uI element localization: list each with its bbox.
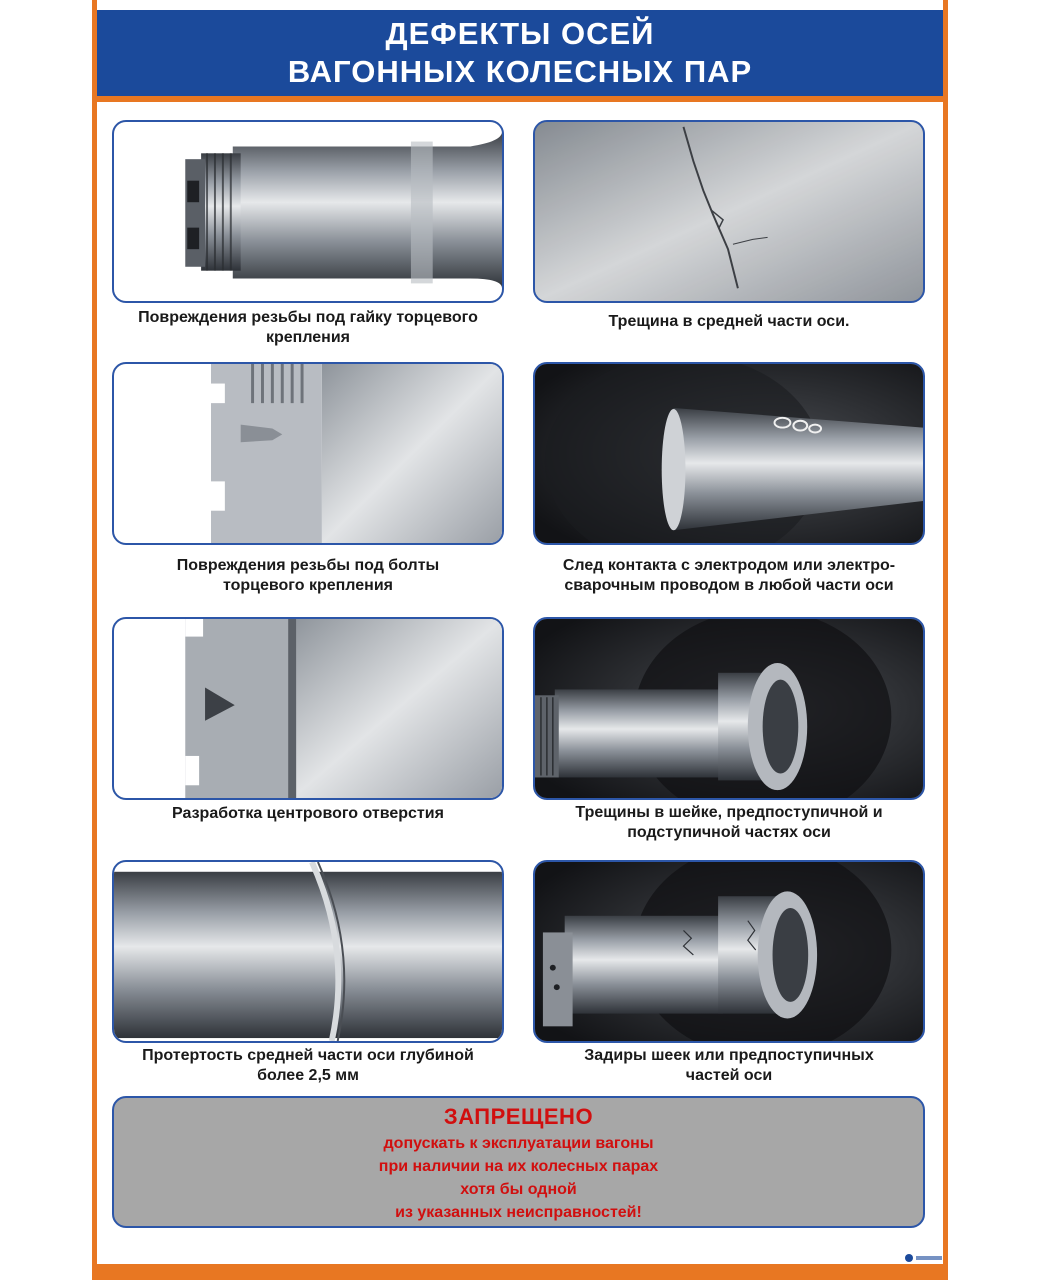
defect-caption-2: Трещина в средней части оси. xyxy=(608,313,850,330)
prohibition-line: при наличии на их колесных парах xyxy=(378,1158,659,1175)
title-line-2: ВАГОННЫХ КОЛЕСНЫХ ПАР xyxy=(287,54,753,89)
defect-caption-8: Задиры шеек или предпоступичных частей оси xyxy=(584,1047,874,1084)
defect-image-8 xyxy=(533,860,925,1043)
title-line-1: ДЕФЕКТЫ ОСЕЙ xyxy=(385,16,655,51)
defect-caption-4: След контакта с электродом или электро- сварочным проводом в любой части оси xyxy=(562,557,896,594)
defect-caption-5: Разработка центрового отверстия xyxy=(172,805,444,822)
defect-caption-1: Повреждения резьбы под гайку торцевого крепления xyxy=(138,309,478,346)
prohibition-line: из указанных неисправностей! xyxy=(395,1204,642,1221)
defect-image-3 xyxy=(112,362,504,545)
bottom-orange-bar xyxy=(92,1264,948,1280)
defect-image-4 xyxy=(533,362,925,545)
defect-image-7 xyxy=(112,860,504,1043)
defect-image-5 xyxy=(112,617,504,800)
prohibition-line: хотя бы одной xyxy=(460,1181,577,1198)
poster-header xyxy=(97,10,943,102)
publisher-logo xyxy=(904,1252,944,1264)
prohibition-line: допускать к эксплуатации вагоны xyxy=(383,1135,654,1152)
defect-caption-6: Трещины в шейке, предпоступичной и подступичной частях оси xyxy=(575,804,883,841)
defect-image-6 xyxy=(533,617,925,800)
prohibition-title: ЗАПРЕЩЕНО xyxy=(443,1104,594,1129)
defect-caption-3: Повреждения резьбы под болты торцевого крепления xyxy=(176,557,440,594)
defect-image-2 xyxy=(533,120,925,303)
prohibition-box xyxy=(112,1096,925,1228)
defect-caption-7: Протертость средней части оси глубиной более 2,5 мм xyxy=(142,1047,474,1084)
defect-image-1 xyxy=(112,120,504,303)
